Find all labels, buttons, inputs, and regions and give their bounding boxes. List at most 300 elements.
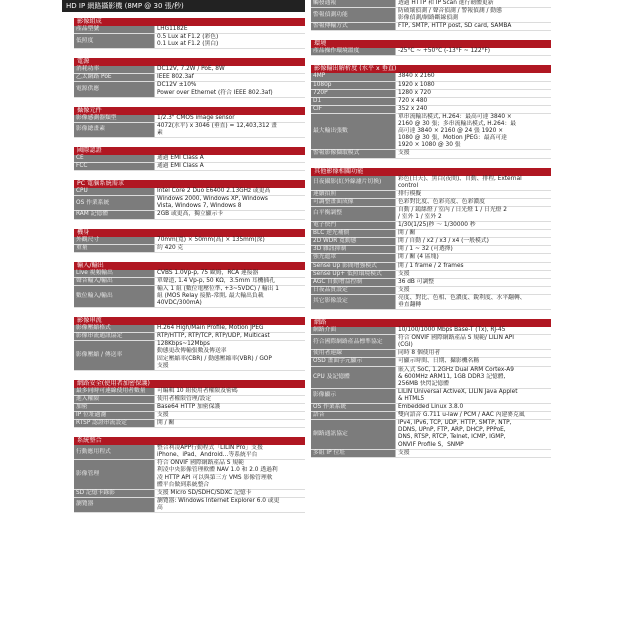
spec-row — [311, 0, 551, 8]
spec-row — [311, 270, 551, 278]
spec-value — [396, 97, 552, 105]
spec-value-line: 2160 @ 30 張；多串流輸出模式, H.264：最 — [398, 121, 517, 128]
spec-label: 日夜攝影(紅外線濾片切換) — [311, 176, 396, 191]
spec-section — [74, 437, 305, 513]
spec-label: 使用者連線 — [311, 350, 396, 358]
spec-row — [311, 113, 551, 149]
spec-row — [74, 82, 305, 97]
spec-label: AGC 自動增益控制 — [311, 278, 396, 286]
spec-label: 最大輸出張數 — [311, 113, 396, 149]
spec-value-line: 支援 — [157, 412, 169, 418]
spec-value-line: & 600MHz ARM11, 1GB DDR3 記憶體, — [398, 373, 506, 380]
spec-value — [155, 196, 306, 211]
spec-value — [155, 237, 306, 245]
spec-value-line: 開 / 1 frame / 2 frames — [398, 262, 464, 269]
spec-section — [74, 317, 305, 371]
spec-value — [155, 270, 306, 278]
spec-value — [155, 74, 306, 82]
spec-table — [74, 237, 305, 253]
spec-value — [396, 150, 552, 158]
spec-value-line: 720 x 480 — [398, 97, 428, 104]
spec-row — [74, 196, 305, 211]
spec-label: 符合國際網路產品標準協定 — [311, 335, 396, 350]
spec-value — [155, 244, 306, 252]
spec-row — [311, 150, 551, 158]
spec-label: 瀏覽器 — [74, 497, 155, 512]
spec-value-line: 支援 — [398, 270, 410, 277]
section-heading: 機身 — [74, 229, 305, 237]
spec-label: 乙太網路 PoE — [74, 74, 155, 82]
spec-row — [311, 23, 551, 31]
spec-label: 聲音輸入/輸出 — [74, 277, 155, 285]
spec-label: CE — [74, 155, 155, 163]
spec-table — [311, 327, 551, 458]
spec-row — [311, 404, 551, 412]
spec-label: 觸發通報 — [311, 0, 396, 8]
spec-value-line: 亮度、對比、色相、色濃度、銳利度、水平翻轉、 — [398, 294, 526, 301]
spec-value — [155, 34, 306, 49]
spec-value-line: 可編輯 10 組使用者權限及密碼 — [157, 387, 238, 394]
spec-value-line: 支援 — [157, 362, 169, 369]
spec-value-line: 1/30(1/25)秒 ～ 1/30000 秒 — [398, 222, 476, 229]
spec-value-line: Intel Core 2 Duo E6400 2.13GHz 或更高 — [157, 188, 271, 195]
spec-row — [74, 277, 305, 285]
spec-row — [74, 34, 305, 49]
spec-value — [396, 449, 552, 457]
spec-row — [311, 8, 551, 23]
spec-value — [155, 122, 306, 137]
spec-value-line: ONVIF Profile S，SNMP — [398, 441, 464, 448]
spec-value-line: (CGI) — [398, 342, 413, 349]
section-heading: PC 電腦系統需求 — [74, 180, 305, 188]
spec-row — [74, 388, 305, 396]
spec-value — [155, 163, 306, 171]
spec-value-line: 40VDC/300mA) — [157, 300, 202, 307]
spec-label: 影像總畫素 — [74, 122, 155, 137]
spec-row — [311, 105, 551, 113]
spec-row — [311, 327, 551, 335]
spec-label: CPU — [74, 188, 155, 196]
spec-value — [396, 238, 552, 246]
spec-value-line: control — [398, 182, 419, 189]
right-spec-column — [311, 0, 551, 467]
spec-value — [396, 420, 552, 449]
spec-row — [311, 294, 551, 309]
section-heading: 國際認證 — [74, 147, 305, 155]
spec-label: CIF — [311, 105, 396, 113]
spec-label: 外觀尺寸 — [74, 237, 155, 245]
spec-value — [155, 277, 306, 285]
spec-value-line: 開 / 關 — [398, 230, 416, 237]
spec-value-line: 色彩對比度、色彩亮度、色彩濃度 — [398, 198, 485, 205]
spec-label: 電子快門 — [311, 222, 396, 230]
spec-label: D1 — [311, 97, 396, 105]
spec-value-line: H.264 High/Main Profile, Motion JPEG — [157, 325, 264, 332]
spec-value — [155, 26, 306, 34]
spec-value-line: 1/2.3" CMOS image sensor — [157, 114, 235, 121]
spec-row — [311, 238, 551, 246]
spec-row — [311, 420, 551, 449]
spec-label: 消耗功率 — [74, 66, 155, 74]
spec-value-line: IEEE 802.3af — [157, 74, 194, 81]
spec-value-line: 通過 EMI Class A — [157, 154, 204, 161]
spec-row — [74, 489, 305, 497]
spec-value-line: DDNS, UPnP, FTP, ARP, DHCP, PPPoE, — [398, 427, 506, 434]
spec-table — [74, 188, 305, 219]
spec-value-line: 約 420 克 — [157, 244, 184, 251]
spec-value — [396, 113, 552, 149]
spec-value-line: 1280 x 720 — [398, 89, 431, 96]
spec-value-line: & HTML5 — [398, 395, 425, 402]
spec-value — [155, 325, 306, 333]
section-heading: 輸入/輸出 — [74, 262, 305, 270]
spec-label: 多組 IP 位址 — [311, 449, 396, 457]
spec-value — [396, 278, 552, 286]
spec-value — [396, 246, 552, 254]
spec-value — [396, 23, 552, 31]
spec-label: 連續拍照 — [311, 190, 396, 198]
spec-label: Live 視頻輸出 — [74, 270, 155, 278]
spec-value-line: 10/100/1000 Mbps Base-T (Tx), RJ-45 — [398, 327, 506, 334]
spec-value-line: 單聲道, 1.4 Vp-p, 50 KΩ，3.5mm 耳機插孔 — [157, 277, 276, 284]
spec-value — [396, 198, 552, 206]
spec-value-line: 雙向語音 G.711 u-law / PCM / AAC 內建麥克風 — [398, 412, 525, 419]
section-heading: 影像輸出解析度 (水平 x 垂直) — [311, 65, 551, 73]
spec-table — [74, 66, 305, 97]
spec-row — [74, 445, 305, 460]
spec-value-line: 彩色(日天)、黑白(夜間)、自動、排程, External — [398, 175, 522, 182]
spec-row — [311, 73, 551, 81]
spec-row — [311, 335, 551, 350]
spec-value — [396, 366, 552, 388]
spec-value-line: 素 — [157, 129, 163, 136]
spec-row — [74, 244, 305, 252]
spec-table — [74, 325, 305, 371]
spec-value-line: 通過 EMI Class A — [157, 163, 204, 170]
spec-row — [74, 412, 305, 420]
spec-value-line: 4072(水平) x 3046 (垂直) = 12,403,312 畫 — [157, 122, 278, 129]
spec-value-line: 開 / 關 (4 區塊) — [398, 254, 439, 261]
spec-value — [155, 155, 306, 163]
spec-row — [74, 26, 305, 34]
spec-label: 強光遮罩 — [311, 254, 396, 262]
spec-row — [311, 262, 551, 270]
spec-label: 720P — [311, 89, 396, 97]
spec-value-line: 352 x 240 — [398, 105, 428, 112]
spec-value — [396, 388, 552, 403]
spec-value-line: -25°C ~ +50°C (-13°F ~ 122°F) — [398, 48, 491, 55]
spec-label: 重量 — [74, 244, 155, 252]
spec-value — [155, 82, 306, 97]
spec-value — [396, 294, 552, 309]
spec-row — [74, 270, 305, 278]
spec-row — [311, 350, 551, 358]
spec-row — [311, 206, 551, 221]
spec-value-line: 開 / 自動 / x2 / x3 / x4 (一般模式) — [398, 238, 489, 245]
spec-row — [74, 237, 305, 245]
spec-label: 警報傳輸方式 — [311, 23, 396, 31]
spec-value-line: 單串流輸出模式, H.264：最高可達 3840 × — [398, 113, 512, 120]
spec-row — [311, 89, 551, 97]
spec-value-line: 1920 x 1080 — [398, 81, 435, 88]
spec-section — [311, 319, 551, 458]
spec-value-line: Vista, Windows 7, Windows 8 — [157, 203, 242, 210]
spec-label: 網路介面 — [311, 327, 396, 335]
spec-value — [396, 73, 552, 81]
spec-label: 影像壓縮格式 — [74, 325, 155, 333]
spec-value-line: 符合 ONVIF 國際網路產品 S 規範 — [157, 460, 244, 467]
spec-section — [311, 65, 551, 158]
spec-value-line: 高 — [157, 504, 163, 511]
spec-row — [311, 176, 551, 191]
spec-label: OS 作業系統 — [311, 404, 396, 412]
spec-value — [396, 270, 552, 278]
spec-value-line: 自動 / 鎢絲燈 / 室內 / 日光燈 1 / 日光燈 2 — [398, 206, 507, 213]
spec-table — [74, 388, 305, 428]
spec-label: 3D 雜訊抑制 — [311, 246, 396, 254]
spec-value-line: 3840 x 2160 — [398, 73, 435, 80]
spec-row — [74, 211, 305, 219]
spec-label: RTSP 認證串流設定 — [74, 420, 155, 428]
spec-value — [155, 188, 306, 196]
spec-value — [396, 8, 552, 23]
spec-label: IP 位址過濾 — [74, 412, 155, 420]
spec-value-line: RTP/HTTP, RTP/TCP, RTP/UDP, Multicast — [157, 333, 270, 340]
spec-label: 1080p — [311, 81, 396, 89]
spec-value-line: 1080 @ 30 張，Motion JPEG：最高可達 — [398, 135, 507, 142]
spec-value-line: DC12V, 7.2W / PoE, 8W — [157, 66, 225, 73]
spec-value-line: 128Kbps~12Mbps — [157, 341, 210, 348]
spec-value — [155, 403, 306, 411]
spec-row — [74, 115, 305, 123]
spec-row — [311, 278, 551, 286]
spec-value-line: 固定壓縮率(CBR) / 動態壓縮率(VBR) / GOP — [157, 355, 272, 362]
spec-value — [396, 190, 552, 198]
spec-section — [74, 147, 305, 171]
spec-value-line: 0.1 Lux at F1.2 (黑白) — [157, 41, 219, 48]
spec-value-line: DNS, RTSP, RTCP, Telnet, ICMP, IGMP, — [398, 434, 506, 441]
spec-label: CPU 及記憶體 — [311, 366, 396, 388]
spec-row — [74, 188, 305, 196]
spec-value-line: LHG1182E — [157, 26, 188, 32]
spec-value-line: 體平台做到系統整合 — [157, 481, 210, 488]
spec-section — [74, 262, 305, 308]
spec-label: OSD 畫面字元顯示 — [311, 358, 396, 366]
left-spec-column — [74, 18, 305, 522]
spec-value — [396, 335, 552, 350]
spec-label: 4MP — [311, 73, 396, 81]
spec-value-line: 影像偵測/網路斷線偵測 — [398, 15, 458, 22]
spec-value-line: 使用者權限管理/設定 — [157, 395, 212, 402]
spec-label: 影像串流通訊協定 — [74, 333, 155, 341]
spec-section — [74, 180, 305, 219]
spec-value — [155, 489, 306, 497]
spec-row — [311, 254, 551, 262]
spec-row — [74, 497, 305, 512]
section-heading: 影像串流 — [74, 317, 305, 325]
spec-value-line: 瀏覽器: Windows Internet Explorer 6.0 或更 — [157, 497, 280, 504]
spec-value — [155, 388, 306, 396]
spec-label: 產品操作環境溫度 — [311, 48, 396, 56]
spec-value — [396, 89, 552, 97]
section-heading: 網路 — [311, 319, 551, 327]
spec-label: 可調整畫面成像 — [311, 198, 396, 206]
spec-value-line: DC12V ±10% — [157, 82, 197, 89]
spec-value-line: 動態更改傳輸張數及傳送率 — [157, 348, 227, 355]
spec-label: 影像顯示 — [311, 388, 396, 403]
section-heading: 系統整合 — [74, 437, 305, 445]
page-title: HD IP 網路攝影機 (8MP @ 30 張/秒) — [62, 0, 305, 12]
spec-label: 警報影像擷取模式 — [311, 150, 396, 158]
spec-table — [74, 445, 305, 513]
spec-value — [155, 460, 306, 489]
spec-value-line: 輸入 1 組 (數位電壓位準, +3~5VDC) / 輸出 1 — [157, 285, 279, 292]
spec-value-line: 垂直翻轉 — [398, 302, 422, 308]
spec-value-line: 符合 ONVIF 國際網路產品 S 規範/ LILIN API — [398, 335, 514, 342]
spec-table — [311, 176, 551, 311]
spec-value-line: 2GB 或更高，獨立顯示卡 — [157, 211, 224, 218]
spec-value — [155, 333, 306, 341]
spec-value-line: 支援 Micro SD/SDHC/SDXC 記憶卡 — [157, 489, 252, 496]
spec-row — [74, 74, 305, 82]
spec-row — [311, 48, 551, 56]
spec-table — [74, 270, 305, 308]
spec-section — [74, 58, 305, 97]
spec-value-line: 整合利凌APP行動程式「LILIN Pro」支援 — [157, 445, 263, 452]
spec-value-line: 高可達 3840 × 2160 @ 24 張 1920 × — [398, 128, 504, 135]
section-heading: 網路安全(使用者加密保護) — [74, 380, 305, 388]
spec-value — [155, 412, 306, 420]
spec-value — [396, 286, 552, 294]
spec-label: 行動應用程式 — [74, 445, 155, 460]
spec-label: 語音 — [311, 412, 396, 420]
spec-value — [396, 206, 552, 221]
spec-value — [396, 254, 552, 262]
spec-section — [74, 229, 305, 253]
spec-table — [74, 115, 305, 138]
spec-row — [311, 286, 551, 294]
spec-section — [311, 168, 551, 311]
spec-row — [74, 333, 305, 341]
spec-value-line: Embedded Linux 3.8.0 — [398, 404, 464, 411]
spec-section — [74, 18, 305, 49]
spec-value — [396, 358, 552, 366]
spec-value-line: 利凌中央影像管理軟體 NAV 1.0 和 2.0 透過利 — [157, 467, 278, 474]
spec-value — [155, 341, 306, 370]
spec-value — [396, 48, 552, 56]
spec-label: 白平衡調整 — [311, 206, 396, 221]
spec-value-line: iPhone、iPad、Android…等系統平台 — [157, 452, 258, 459]
spec-row — [311, 97, 551, 105]
spec-table — [311, 48, 551, 56]
spec-value-line: 排行模擬 — [398, 190, 422, 197]
spec-label: FCC — [74, 163, 155, 171]
spec-section — [311, 0, 551, 31]
spec-value — [396, 222, 552, 230]
spec-value-line: 開 / 關 — [157, 420, 175, 427]
section-heading: 電源 — [74, 58, 305, 66]
spec-row — [74, 460, 305, 489]
spec-row — [311, 246, 551, 254]
spec-label: 產品型號 — [74, 26, 155, 34]
spec-row — [311, 388, 551, 403]
spec-label: 數位輸入/輸出 — [74, 285, 155, 307]
spec-value-line: CVBS 1.0Vp-p, 75 歐姆，RCA 連接器 — [157, 269, 259, 276]
spec-row — [311, 198, 551, 206]
spec-value-line: 256MB 快閃記憶體 — [398, 380, 449, 387]
spec-value — [396, 81, 552, 89]
spec-table — [74, 26, 305, 49]
spec-label: 警報偵測功能 — [311, 8, 396, 23]
spec-value — [396, 404, 552, 412]
spec-row — [311, 230, 551, 238]
spec-row — [74, 325, 305, 333]
spec-label: SD 記憶卡錄影 — [74, 489, 155, 497]
spec-label: 影像感測器類型 — [74, 115, 155, 123]
spec-row — [74, 341, 305, 370]
spec-label: 加密 — [74, 403, 155, 411]
spec-value — [155, 445, 306, 460]
spec-value — [396, 412, 552, 420]
spec-value-line: 0.5 Lux at F1.2 (彩色) — [157, 34, 219, 41]
spec-row — [74, 163, 305, 171]
spec-value-line: 70mm(寬) × 50mm(高) × 135mm(深) — [157, 236, 265, 243]
spec-label: Sense Up+ 低照環境模式 — [311, 270, 396, 278]
section-heading: 環境 — [311, 40, 551, 48]
spec-value — [155, 66, 306, 74]
spec-value — [155, 115, 306, 123]
spec-value-line: 透過 HTTP 和 IP Scan 進行韌體更新 — [398, 0, 494, 6]
spec-value-line: 開 / 1 ~ 32 (可選擇) — [398, 246, 453, 253]
spec-row — [311, 449, 551, 457]
spec-label: 最多同時可連線使用者數量 — [74, 388, 155, 396]
spec-table — [311, 73, 551, 158]
spec-row — [74, 403, 305, 411]
spec-row — [311, 222, 551, 230]
spec-value — [155, 395, 306, 403]
spec-section — [74, 380, 305, 428]
spec-value-line: 可顯示時間、日期、攝影機名稱 — [398, 358, 480, 365]
spec-value-line: 支援 — [398, 150, 410, 157]
spec-value — [155, 211, 306, 219]
spec-value — [396, 105, 552, 113]
spec-value-line: IPv4, IPv6, TCP, UDP, HTTP, SMTP, NTP, — [398, 420, 512, 427]
spec-table — [311, 0, 551, 31]
section-heading: 影像組成 — [74, 18, 305, 26]
spec-row — [311, 412, 551, 420]
spec-row — [311, 81, 551, 89]
section-heading: 其他影像相關功能 — [311, 168, 551, 176]
spec-label: 電源供應 — [74, 82, 155, 97]
spec-label: 低照度 — [74, 34, 155, 49]
spec-value — [155, 497, 306, 512]
spec-value — [396, 327, 552, 335]
spec-row — [74, 122, 305, 137]
spec-value — [155, 420, 306, 428]
spec-value-line: 凌 HTTP API 可以與第三方 VMS 影像管理軟 — [157, 474, 273, 481]
spec-row — [74, 155, 305, 163]
spec-row — [74, 395, 305, 403]
spec-row — [311, 366, 551, 388]
spec-row — [311, 190, 551, 198]
spec-label: 網路通訊協定 — [311, 420, 396, 449]
spec-label: 2D WDR 寬動態 — [311, 238, 396, 246]
spec-value-line: / 室外 1 / 室外 2 — [398, 213, 442, 220]
spec-value-line: 同時 8 個使用者 — [398, 350, 441, 357]
spec-value — [396, 176, 552, 191]
spec-value — [396, 262, 552, 270]
spec-value-line: 1920 × 1080 @ 30 張 — [398, 142, 461, 149]
